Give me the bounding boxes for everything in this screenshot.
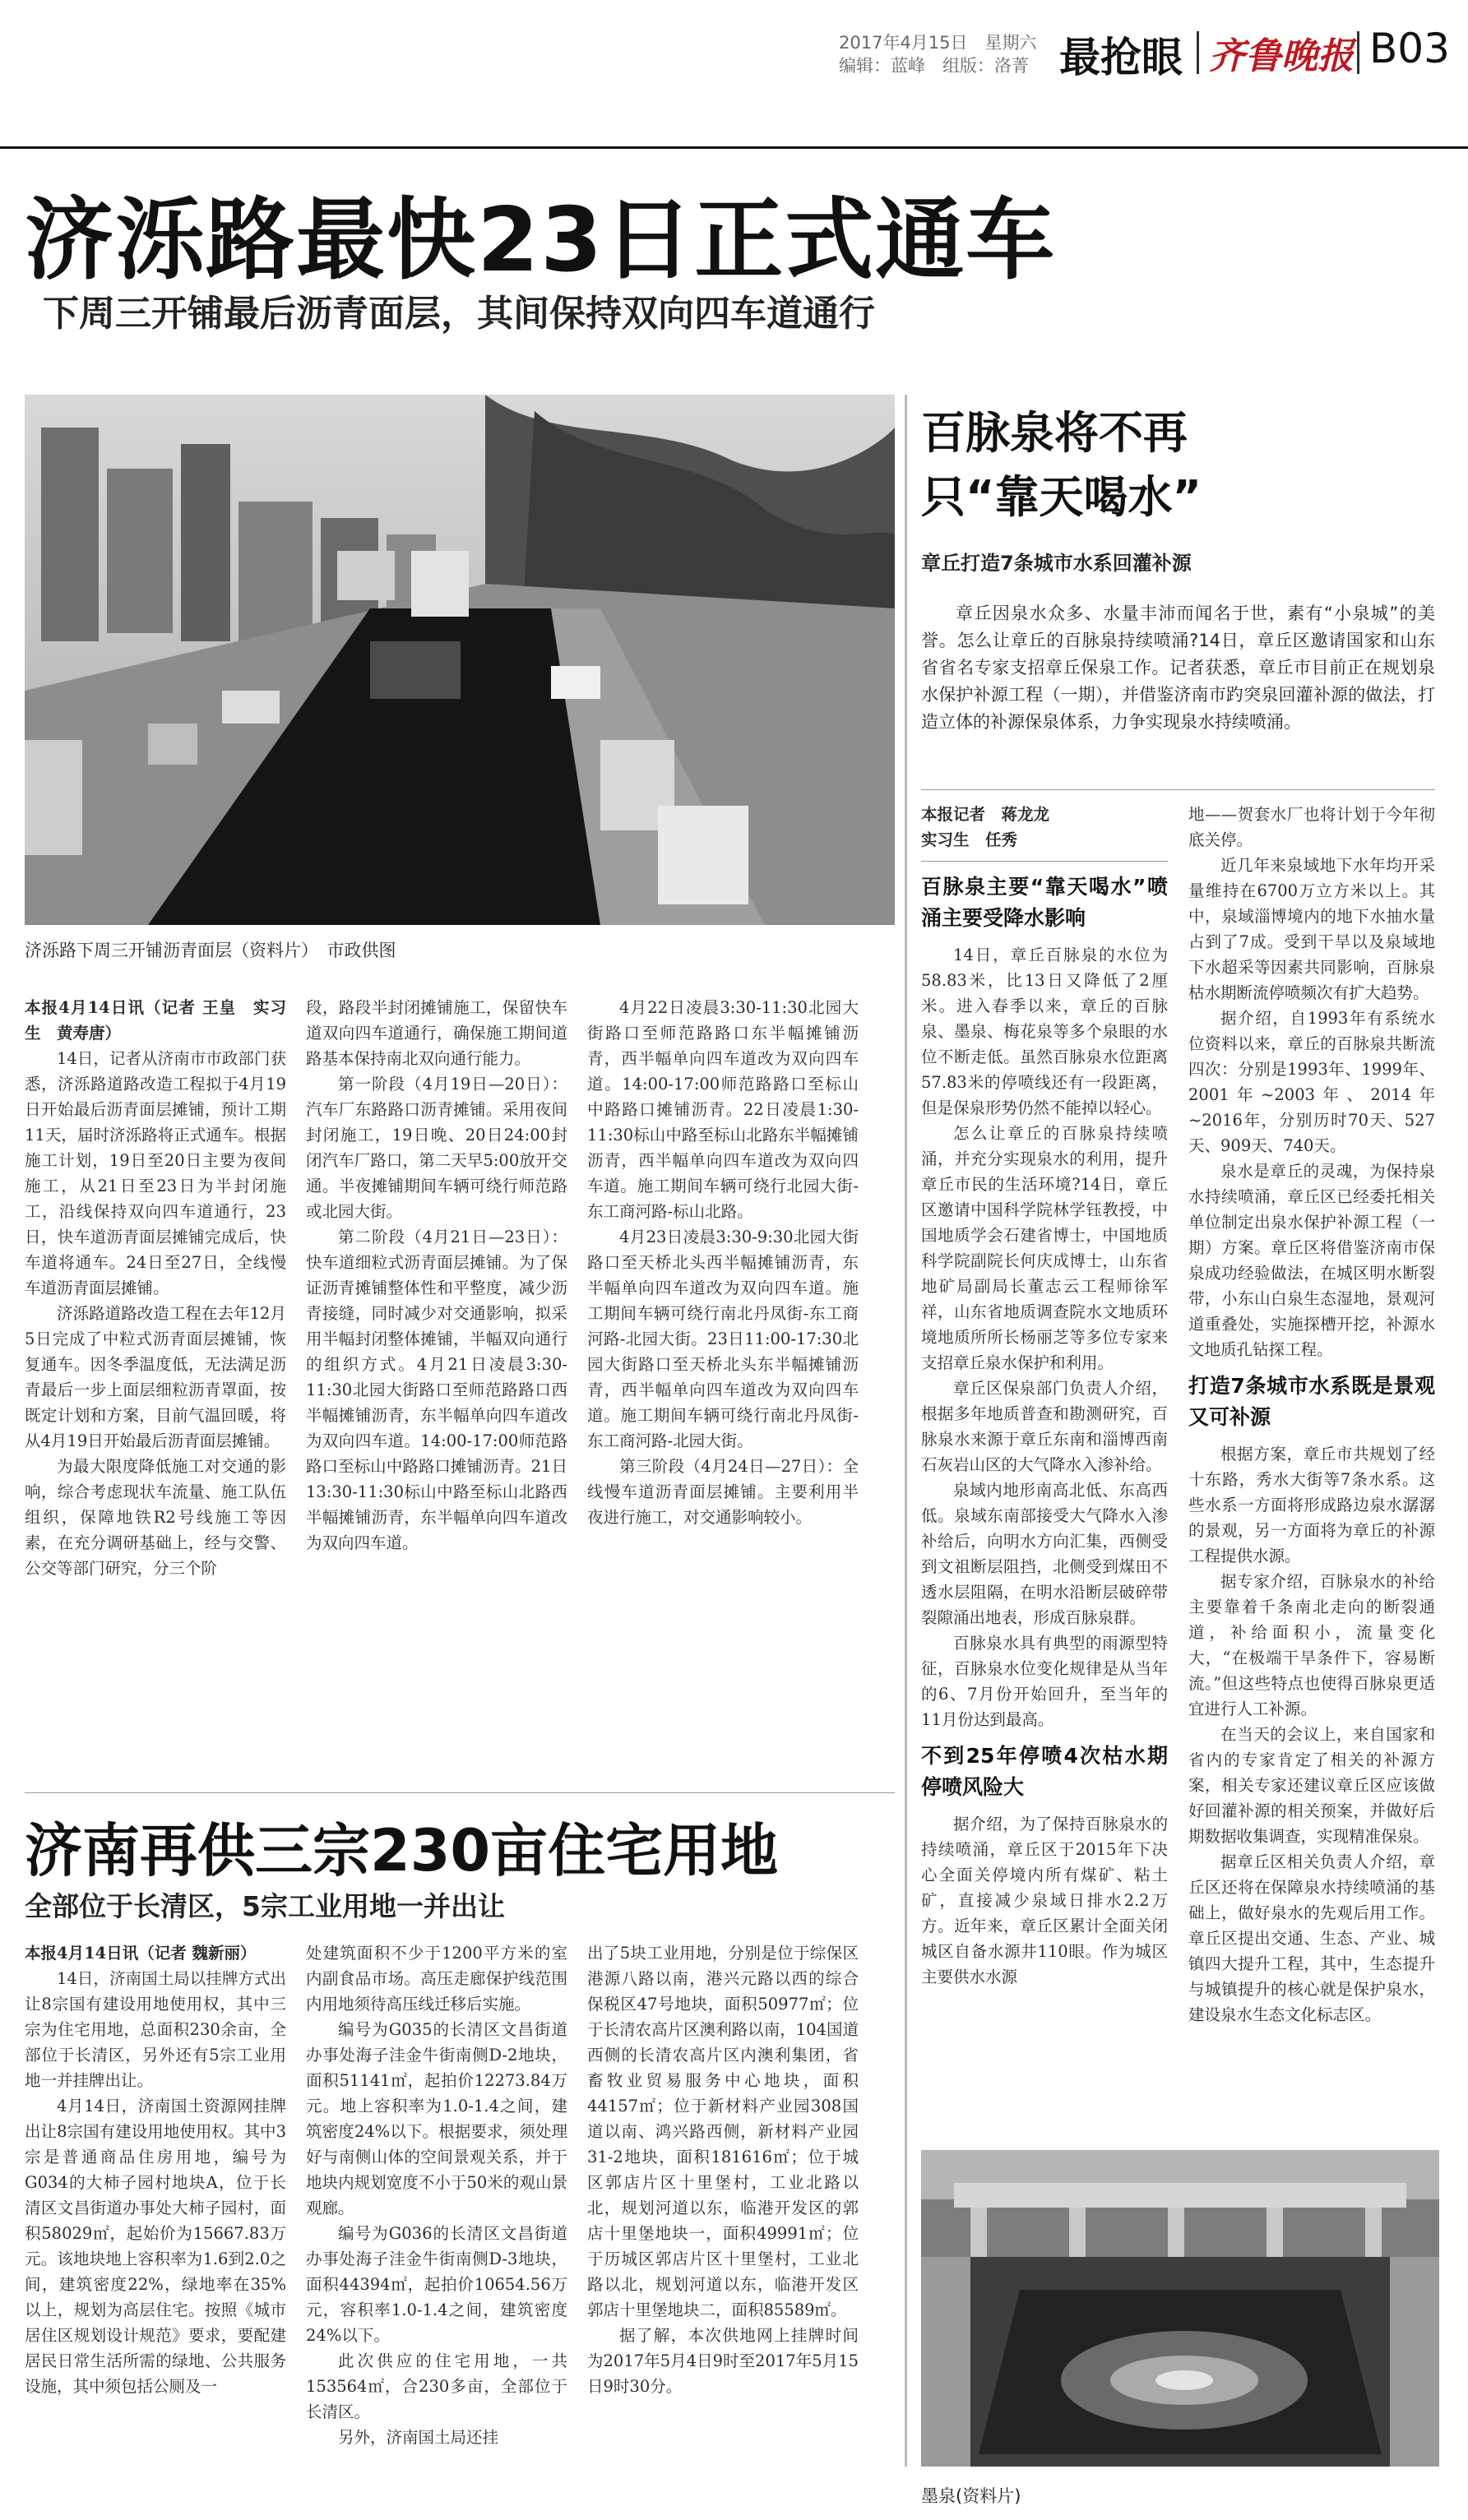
paragraph: 济泺路道路改造工程在去年12月5日完成了中粒式沥青面层摊铺，恢复通车。因冬季温度低，无法满足沥青最后一步上面层细粒沥青罩面，按既定计划和方案，目前气温回暖，将从4月19日开始最后沥青面层摊铺。 [25,1304,286,1450]
article2-headline-line1: 百脉泉将不再 [921,407,1188,459]
paragraph: 泉域内地形南高北低、东高西低。泉域东南部接受大气降水入渗补给后，向明水方向汇集，西侧受到文祖断层阻挡，北侧受到煤田不透水层阻隔，在明水沿断层破碎带裂隙涌出地表，形成百脉泉群。 [921,1481,1168,1627]
paragraph: 在当天的会议上，来自国家和省内的专家肯定了相关的补源方案，相关专家还建议章丘区应该做好回灌补源的相关预案，并做好后期数据收集调查，实现精准保泉。 [1188,1725,1435,1846]
article2-subheadline: 章丘打造7条城市水系回灌补源 [921,552,1192,575]
road-paving-photo [25,395,895,925]
paragraph: 怎么让章丘的百脉泉持续喷涌，并充分实现泉水的利用，提升章丘市民的生活环境?14日，章丘区邀请中国科学院林学钰教授，中国地质学会石建省博士，中国地质科学院副院长何庆成博士，山东省地矿局副局长董志云工程师徐军祥，山东省地质调查院水文地质环境地质所所长杨丽芝等多位专家来支招章丘泉水保护和利用。 [921,1124,1168,1372]
spring-pool-photo [921,2150,1439,2467]
paragraph: 近几年来泉域地下水年均开采量维持在6700万立方米以上。其中，泉域淄博境内的地下水抽水量占到了7成。受到干旱以及泉域地下水超采等因素共同影响，百脉泉枯水期断流停喷频次有扩大趋势。 [1188,856,1435,1002]
section-divider [25,1792,895,1793]
article1-subheadline: 下周三开铺最后沥青面层，其间保持双向四车道通行 [43,293,875,335]
article2-headline-line2: 只“靠天喝水” [921,471,1202,523]
byline-rule [921,861,1168,862]
article1-headline: 济泺路最快23日正式通车 [25,189,1057,292]
column-divider [905,395,907,2467]
paragraph: 章丘因泉水众多、水量丰沛而闻名于世，素有“小泉城”的美誉。怎么让章丘的百脉泉持续喷涌?14日，章丘区邀请国家和山东省省名专家支招章丘保泉工作。记者获悉，章丘市目前正在规划泉水保护补源工程（一期），并借鉴济南市趵突泉回灌补源的做法，打造立体的补源保泉体系，力争实现泉水持续喷涌。 [921,603,1435,732]
editor-credits: 编辑：蓝峰 组版：洛菁 [839,56,1029,76]
article3-column-2 [306,1940,567,2450]
paragraph: 另外，济南国土局还挂 [338,2428,499,2447]
section-divider [921,789,1435,790]
paragraph: 处建筑面积不少于1200平方米的室内副食品市场。高压走廊保护线范围内用地须待高压线迁移后实施。 [306,1944,567,2014]
paragraph: 此次供应的住宅用地，一共153564㎡，合230多亩，全部位于长清区。 [306,2351,567,2421]
article3-headline: 济南再供三宗230亩住宅用地 [25,1817,779,1884]
article2-photo-caption: 墨泉(资料片) [921,2486,1021,2506]
issue-date: 2017年4月15日 星期六 [839,33,1037,53]
paragraph: 第三阶段（4月24日—27日）：全线慢车道沥青面层摊铺。主要利用半夜进行施工，对交通影响较小。 [587,1457,859,1527]
paragraph: 据章丘区相关负责人介绍，章丘区还将在保障泉水持续喷涌的基础上，做好泉水的先观后用工作。章丘区提出交通、生态、产业、城镇四大提升工程，其中，生态提升与城镇提升的核心就是保护泉水，建设泉水生态文化标志区。 [1188,1852,1435,2024]
article3-column-1 [25,1940,286,2399]
paragraph: 编号为G036的长清区文昌街道办事处海子洼金牛街南侧D-3地块，面积44394㎡，起拍价10654.56万元，容积率1.0-1.4之间，建筑密度24%以下。 [306,2224,567,2345]
paragraph: 据介绍，自1993年有系统水位资料以来，章丘的百脉泉共断流四次：分别是1993年、1999年、2001年~2003年、2014年~2016年，分别历时70天、527天、909天、740天。 [1188,1009,1435,1155]
paragraph: 4月22日凌晨3:30-11:30北园大街路口至师范路路口东半幅摊铺沥青，西半幅单向四车道改为双向四车道。14:00-17:00师范路路口至标山中路路口摊铺沥青。22日凌晨1:30-11:30标山中路至标山北路东半幅摊铺沥青，西半幅单向四车道改为双向四车道。施工期间车辆可绕行北园大街-东工商河路-标山北路。 [587,998,859,1221]
article3-byline: 本报4月14日讯（记者 魏新丽） [25,1944,257,1963]
paragraph: 为最大限度降低施工对交通的影响，综合考虑现状车流量、施工队伍组织，保障地铁R2号线施工等因素，在充分调研基础上，经与交警、公交等部门研究，分三个阶 [25,1457,286,1578]
paragraph: 编号为G035的长清区文昌街道办事处海子洼金牛街南侧D-2地块，面积51141㎡，起拍价12273.84万元。地上容积率为1.0-1.4之间，建筑密度24%以下。根据要求，须处理好与南侧山体的空间景观关系，并于地块内规划宽度不小于50米的观山景观廊。 [306,2020,567,2217]
article2-subhead-3: 打造7条城市水系既是景观又可补源 [1188,1374,1435,1429]
paragraph: 地——贺套水厂也将计划于今年彻底关停。 [1188,805,1435,849]
paragraph: 第二阶段（4月21日—23日）：快车道细粒式沥青面层摊铺。为了保证沥青摊铺整体性和平整度，减少沥青接缝，同时减少对交通影响，拟采用半幅封闭整体摊铺，半幅双向通行的组织方式。4月21日凌晨3:30-11:30北园大街路口至师范路路口西半幅摊铺沥青，东半幅单向四车道改为双向四车道。14:00-17:00师范路路口至标山中路路口摊铺沥青。21日13:30-11:30标山中路至标山北路西半幅摊铺沥青，东半幅单向四车道改为双向四车道。 [306,1228,567,1552]
paragraph: 14日，章丘百脉泉的水位为58.83米，比13日又降低了2厘米。进入春季以来，章丘的百脉泉、墨泉、梅花泉等多个泉眼的水位不断走低。虽然百脉泉水位距离57.83米的停喷线还有一段距离，但是保泉形势仍然不能掉以轻心。 [921,946,1168,1117]
paragraph: 14日，济南国土局以挂牌方式出让8宗国有建设用地使用权，其中三宗为住宅用地，总面积230余亩，全部位于长清区，另外还有5宗工业用地一并挂牌出让。 [25,1969,286,2090]
article2-subhead-2: 不到25年停喷4次枯水期停喷风险大 [921,1744,1168,1799]
paragraph: 据介绍，为了保持百脉泉水的持续喷涌，章丘区于2015年下决心全面关停境内所有煤矿、粘土矿，直接减少泉域日排水2.2万方。近年来，章丘区累计全面关闭城区自备水源井110眼。作为城区主要供水水源 [921,1815,1168,1986]
article2-column-2 [1188,802,1435,2028]
paragraph: 出了5块工业用地，分别是位于综保区港源八路以南，港兴元路以西的综合保税区47号地块，面积50977㎡；位于长清农高片区澳利路以南，104国道西侧的长清农高片区内澳利集团，省畜牧业贸易服务中心地块，面积44157㎡；位于新材料产业园308国道以南、鸿兴路西侧，新材料产业园31-2地块，面积181616㎡；位于城区郭店片区十里堡村，工业北路以北，规划河道以东，临港开发区的郭店十里堡地块一，面积49991㎡；位于历城区郭店片区十里堡村，工业北路以北，规划河道以东，临港开发区郭店十里堡地块二，面积85589㎡。 [587,1944,859,2319]
article1-byline: 本报4月14日讯（记者 王皇 实习生 黄寿唐） [25,998,286,1043]
article1-photo-caption: 济泺路下周三开铺沥青面层（资料片） 市政供图 [25,941,396,960]
paragraph: 段，路段半封闭摊铺施工，保留快车道双向四车道通行，确保施工期间道路基本保持南北双向通行能力。 [306,998,567,1068]
article2-subhead-1: 百脉泉主要“靠天喝水”喷涌主要受降水影响 [921,875,1168,930]
paragraph: 据专家介绍，百脉泉水的补给主要靠着千条南北走向的断裂通道，补给面积小，流量变化大，“在极端干旱条件下，容易断流。”但这些特点也使得百脉泉更适宜进行人工补源。 [1188,1572,1435,1718]
article1-column-1 [25,995,286,1581]
header-divider [1357,31,1359,74]
paragraph: 根据方案，章丘市共规划了经十东路，秀水大街等7条水系。这些水系一方面将形成路边泉水潺潺的景观，另一方面将为章丘的补源工程提供水源。 [1188,1445,1435,1565]
article3-column-3 [587,1940,859,2399]
header-divider [1197,31,1199,74]
paragraph: 泉水是章丘的灵魂，为保持泉水持续喷涌，章丘区已经委托相关单位制定出泉水保护补源工程（一期）方案。章丘区将借鉴济南市保泉成功经验做法，在城区明水断裂带，小东山白泉生态湿地，景观河道重叠处，实施探槽开挖，补源水文地质孔钻探工程。 [1188,1162,1435,1359]
article2-byline: 实习生 任秀 [921,830,1018,849]
article2-byline: 本报记者 蒋龙龙 [921,805,1050,824]
paragraph: 据了解，本次供地网上挂牌时间为2017年5月4日9时至2017年5月15日9时30分。 [587,2326,859,2396]
paragraph: 章丘区保泉部门负责人介绍，根据多年地质普查和勘测研究，百脉泉水来源于章丘东南和淄博西南石灰岩山区的大气降水入渗补给。 [921,1379,1168,1474]
section-name: 最抢眼 [1059,34,1183,81]
article1-column-3 [587,995,859,1530]
paragraph: 百脉泉水具有典型的雨源型特征，百脉泉水位变化规律是从当年的6、7月份开始回升，至当年的11月份达到最高。 [921,1634,1168,1729]
article2-intro [921,600,1435,736]
paragraph: 14日，记者从济南市市政部门获悉，济泺路道路改造工程拟于4月19日开始最后沥青面层摊铺，预计工期11天，届时济泺路将正式通车。根据施工计划，19日至20日主要为夜间施工，从21日至23日为半封闭施工，沿线保持双向四车道通行，23日，快车道沥青面层摊铺完成后，快车道将通车。24日至27日，全线慢车道沥青面层摊铺。 [25,1049,286,1297]
article3-subheadline: 全部位于长清区，5宗工业用地一并出让 [25,1890,505,1922]
paragraph: 第一阶段（4月19日—20日）：汽车厂东路路口沥青摊铺。采用夜间封闭施工，19日晚、20日24:00封闭汽车厂路口，第二天早5:00放开交通。半夜摊铺期间车辆可绕行师范路或北园大街。 [306,1075,567,1221]
paragraph: 4月14日，济南国土资源网挂牌出让8宗国有建设用地使用权。其中3宗是普通商品住房用地，编号为G034的大柿子园村地块A，位于长清区文昌街道办事处大柿子园村，面积58029㎡，起始价为15667.83万元。该地块地上容积率为1.6到2.0之间，建筑密度22%，绿地率在35%以上，规划为高层住宅。按照《城市居住区规划设计规范》要求，要配建居民日常生活所需的绿地、公共服务设施，其中须包括公厕及一 [25,2097,286,2396]
newspaper-logo: 齐鲁晚报 [1209,35,1354,77]
paragraph: 4月23日凌晨3:30-9:30北园大街路口至天桥北头西半幅摊铺沥青，东半幅单向四车道改为双向四车道。施工期间车辆可绕行南北丹凤街-东工商河路-北园大街。23日11:00-17:30北园大街路口至天桥北头东半幅摊铺沥青，西半幅单向四车道改为双向四车道。施工期间车辆可绕行南北丹凤街-东工商河路-北园大街。 [587,1228,859,1450]
page-number: B03 [1369,25,1450,72]
article1-column-2 [306,995,567,1556]
article2-column-1 [921,802,1168,1990]
header-rule [0,146,1468,149]
